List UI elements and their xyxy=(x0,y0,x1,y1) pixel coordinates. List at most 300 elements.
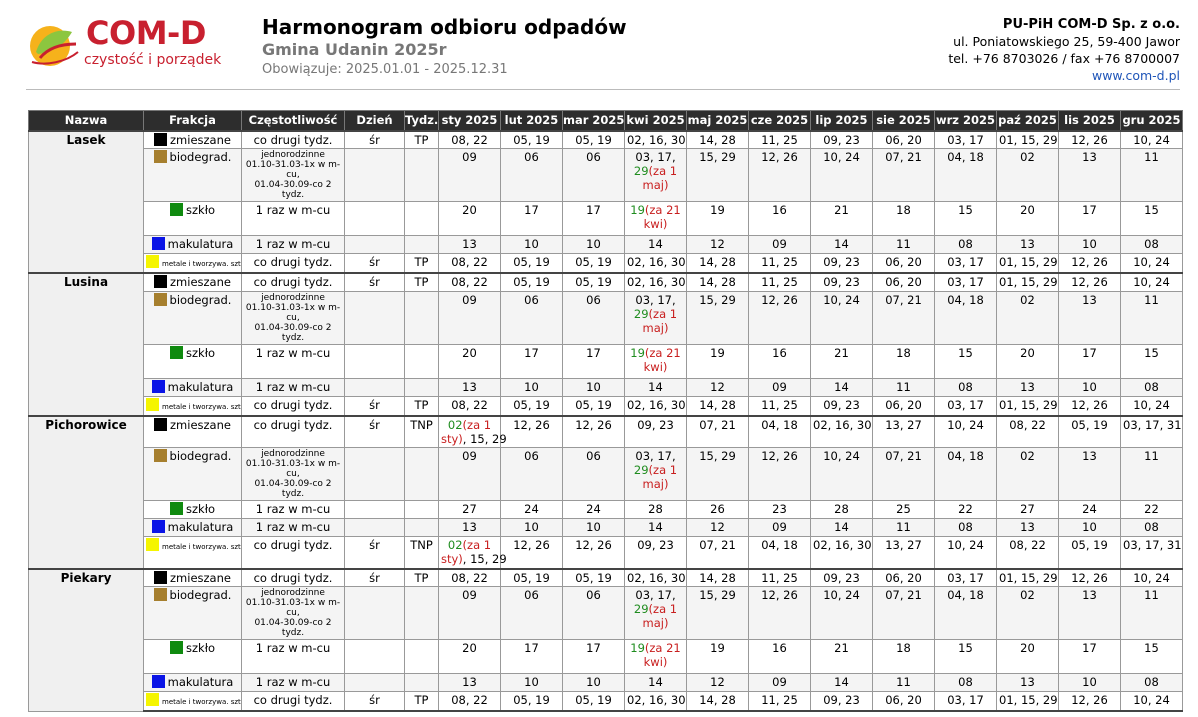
date-cell: 13 xyxy=(1059,587,1121,640)
fraction-label: szkło xyxy=(186,345,215,360)
date-cell: 10 xyxy=(501,519,563,537)
date-cell: 10, 24 xyxy=(935,416,997,448)
frequency-cell: co drugi tydz. xyxy=(242,131,345,149)
fraction-label: metale i tworzywa. szt xyxy=(162,543,241,551)
date-cell: 06 xyxy=(501,149,563,202)
date-cell: 14 xyxy=(811,378,873,396)
date-cell: 02, 16, 30 xyxy=(625,254,687,274)
week-cell xyxy=(405,501,439,519)
date-cell: 20 xyxy=(997,640,1059,674)
date-cell: 10, 24 xyxy=(1121,569,1183,587)
date-cell: 13 xyxy=(1059,291,1121,344)
date-cell: 06 xyxy=(563,291,625,344)
date-cell: 10, 24 xyxy=(1121,692,1183,712)
company-website-link[interactable]: www.com-d.pl xyxy=(1091,68,1180,83)
logo-tagline: czystość i porządek xyxy=(84,52,222,68)
date-cell: 14, 28 xyxy=(687,692,749,712)
date-cell: 16 xyxy=(749,640,811,674)
date-cell: 10, 24 xyxy=(811,448,873,501)
date-cell xyxy=(439,537,507,569)
column-header: maj 2025 xyxy=(687,111,749,131)
date-note-text: (za 1 xyxy=(648,602,678,616)
date-cell: 11 xyxy=(873,236,935,254)
date-cell: 09 xyxy=(439,291,501,344)
fraction-color-swatch xyxy=(170,641,183,654)
date-cell: 13 xyxy=(1059,149,1121,202)
frequency-line: 01.10-31.03-1x w m-cu, xyxy=(245,459,341,479)
date-cell: 02 xyxy=(997,448,1059,501)
fraction-cell xyxy=(144,416,242,448)
table-row xyxy=(29,448,1183,501)
date-cell: 07, 21 xyxy=(873,587,935,640)
day-cell: śr xyxy=(345,416,405,448)
fraction-color-swatch xyxy=(154,293,167,306)
frequency-cell xyxy=(242,149,345,202)
date-cell: 25 xyxy=(873,501,935,519)
date-cell: 14 xyxy=(811,519,873,537)
week-cell xyxy=(405,291,439,344)
date-cell: 05, 19 xyxy=(563,396,625,416)
day-cell xyxy=(345,640,405,674)
fraction-cell xyxy=(144,273,242,291)
date-cell: 07, 21 xyxy=(873,149,935,202)
day-cell xyxy=(345,674,405,692)
date-cell xyxy=(625,448,687,501)
date-note xyxy=(441,431,507,446)
date-cell: 12 xyxy=(687,674,749,692)
date-cell: 11, 25 xyxy=(749,254,811,274)
date-cell: 11 xyxy=(1121,448,1183,501)
date-cell: 13, 27 xyxy=(873,537,935,569)
date-cell: 23 xyxy=(749,501,811,519)
date-cell: 01, 15, 29 xyxy=(997,396,1059,416)
date-cell: 09 xyxy=(749,674,811,692)
column-header: Frakcja xyxy=(144,111,242,131)
fraction-cell xyxy=(144,378,242,396)
date-cell: 18 xyxy=(873,640,935,674)
date-note-text: kwi) xyxy=(643,359,668,374)
date-cell: 03, 17 xyxy=(935,396,997,416)
fraction-label: zmieszane xyxy=(170,132,231,147)
date-cell: 14 xyxy=(625,378,687,396)
date-cell: 14 xyxy=(625,236,687,254)
fraction-color-swatch xyxy=(154,571,167,584)
column-header: Nazwa xyxy=(29,111,144,131)
date-cell: 10, 24 xyxy=(1121,273,1183,291)
column-header: lip 2025 xyxy=(811,111,873,131)
day-cell: śr xyxy=(345,396,405,416)
day-cell xyxy=(345,587,405,640)
day-cell: śr xyxy=(345,537,405,569)
date-cell: 12 xyxy=(687,236,749,254)
frequency-cell: 1 raz w m-cu xyxy=(242,378,345,396)
frequency-line: jednorodzinne xyxy=(261,449,325,459)
date-cell: 11, 25 xyxy=(749,396,811,416)
week-cell xyxy=(405,640,439,674)
column-header: paź 2025 xyxy=(997,111,1059,131)
fraction-label: makulatura xyxy=(167,675,234,689)
date-value: 03, 17, xyxy=(635,588,676,602)
week-cell xyxy=(405,202,439,236)
fraction-color-swatch xyxy=(154,275,167,288)
fraction-color-swatch xyxy=(170,203,183,216)
date-value: 03, 17, xyxy=(635,150,676,164)
date-cell: 09 xyxy=(749,378,811,396)
fraction-label: biodegrad. xyxy=(169,449,232,463)
place-name: Pichorowice xyxy=(29,416,144,569)
fraction-color-swatch xyxy=(154,588,167,601)
date-cell: 09 xyxy=(439,587,501,640)
date-cell: 05, 19 xyxy=(563,131,625,149)
date-cell xyxy=(439,416,507,448)
date-note-text: (za 1 xyxy=(648,463,678,477)
date-cell: 10, 24 xyxy=(811,291,873,344)
fraction-label: biodegrad. xyxy=(169,292,232,307)
date-cell: 10, 24 xyxy=(1121,254,1183,274)
date-cell: 11 xyxy=(1121,587,1183,640)
date-note xyxy=(441,538,498,552)
date-note-value: 29 xyxy=(633,463,649,477)
fraction-color-swatch xyxy=(152,675,165,688)
date-cell: 09, 23 xyxy=(811,692,873,712)
date-note-text: (za 1 xyxy=(462,538,492,552)
frequency-cell xyxy=(242,448,345,501)
fraction-cell xyxy=(144,569,242,587)
date-cell: 16 xyxy=(749,344,811,378)
frequency-cell: co drugi tydz. xyxy=(242,396,345,416)
table-row xyxy=(29,587,1183,640)
frequency-line: 01.04-30.09-co 2 tydz. xyxy=(254,322,332,343)
week-cell xyxy=(405,519,439,537)
date-cell: 04, 18 xyxy=(935,291,997,344)
date-cell: 03, 17 xyxy=(935,131,997,149)
date-cell: 05, 19 xyxy=(1059,537,1121,569)
date-cell: 08 xyxy=(1121,674,1183,692)
date-note xyxy=(627,346,684,360)
fraction-label: metale i tworzywa. szt xyxy=(162,698,241,706)
title-block xyxy=(262,14,702,80)
date-cell: 02, 16, 30 xyxy=(811,416,873,448)
table-row xyxy=(29,537,1183,569)
column-header: lis 2025 xyxy=(1059,111,1121,131)
column-header: cze 2025 xyxy=(749,111,811,131)
column-header: gru 2025 xyxy=(1121,111,1183,131)
week-cell xyxy=(405,344,439,378)
date-cell: 17 xyxy=(501,202,563,236)
date-cell: 09 xyxy=(749,519,811,537)
date-cell xyxy=(625,291,687,344)
date-cell: 03, 17, 31 xyxy=(1121,537,1183,569)
date-cell: 05, 19 xyxy=(501,273,563,291)
day-cell: śr xyxy=(345,569,405,587)
date-cell: 13 xyxy=(439,519,501,537)
date-cell: 17 xyxy=(1059,202,1121,236)
date-cell: 05, 19 xyxy=(1059,416,1121,448)
date-cell: 08 xyxy=(1121,378,1183,396)
week-cell: TP xyxy=(405,569,439,587)
day-cell: śr xyxy=(345,254,405,274)
date-cell: 01, 15, 29 xyxy=(997,273,1059,291)
fraction-label: szkło xyxy=(186,641,215,655)
date-cell: 12 xyxy=(687,519,749,537)
date-note xyxy=(627,203,684,217)
date-cell: 10 xyxy=(563,378,625,396)
fraction-cell xyxy=(144,519,242,537)
frequency-cell: 1 raz w m-cu xyxy=(242,202,345,236)
week-cell: TP xyxy=(405,254,439,274)
date-cell: 01, 15, 29 xyxy=(997,131,1059,149)
column-header: Tydz. xyxy=(405,111,439,131)
date-cell: 03, 17 xyxy=(935,692,997,712)
date-cell: 07, 21 xyxy=(873,291,935,344)
date-cell: 11, 25 xyxy=(749,131,811,149)
column-header: mar 2025 xyxy=(563,111,625,131)
frequency-line: 01.10-31.03-1x w m-cu, xyxy=(245,302,341,323)
date-cell: 05, 19 xyxy=(563,569,625,587)
date-cell: 13, 27 xyxy=(873,416,935,448)
week-cell: TP xyxy=(405,396,439,416)
fraction-cell xyxy=(144,236,242,254)
date-cell: 08, 22 xyxy=(439,273,501,291)
fraction-cell xyxy=(144,344,242,378)
frequency-line: 01.04-30.09-co 2 tydz. xyxy=(254,618,332,638)
frequency-cell: co drugi tydz. xyxy=(242,416,345,448)
date-cell: 27 xyxy=(997,501,1059,519)
date-cell: 09 xyxy=(439,149,501,202)
fraction-label: metale i tworzywa. szt xyxy=(162,260,241,268)
date-cell: 04, 18 xyxy=(935,149,997,202)
date-cell: 02, 16, 30 xyxy=(625,131,687,149)
frequency-line: jednorodzinne xyxy=(261,150,325,160)
date-cell: 09, 23 xyxy=(625,416,687,448)
date-cell: 08 xyxy=(1121,519,1183,537)
date-cell: 17 xyxy=(501,344,563,378)
date-cell xyxy=(625,202,687,236)
frequency-line: 01.04-30.09-co 2 tydz. xyxy=(254,479,332,499)
table-row xyxy=(29,236,1183,254)
fraction-label: szkło xyxy=(186,502,215,516)
column-header: kwi 2025 xyxy=(625,111,687,131)
date-cell: 12, 26 xyxy=(501,537,563,569)
day-cell: śr xyxy=(345,131,405,149)
week-cell: TNP xyxy=(405,416,439,448)
date-cell: 20 xyxy=(439,640,501,674)
date-cell: 17 xyxy=(1059,640,1121,674)
date-cell: 05, 19 xyxy=(501,254,563,274)
date-cell: 09, 23 xyxy=(811,131,873,149)
fraction-color-swatch xyxy=(154,418,167,431)
fraction-label: biodegrad. xyxy=(169,588,232,602)
date-note-text: kwi) xyxy=(643,655,668,669)
date-cell: 05, 19 xyxy=(501,396,563,416)
fraction-color-swatch xyxy=(146,398,159,411)
table-row xyxy=(29,378,1183,396)
date-cell: 06, 20 xyxy=(873,273,935,291)
date-cell: 15 xyxy=(1121,640,1183,674)
date-note xyxy=(627,641,684,655)
date-cell: 15 xyxy=(935,202,997,236)
day-cell xyxy=(345,202,405,236)
validity-period: Obowiązuje: 2025.01.01 - 2025.12.31 xyxy=(262,62,508,77)
date-cell: 12, 26 xyxy=(563,416,625,448)
date-cell: 03, 17 xyxy=(935,273,997,291)
date-note-value: 29 xyxy=(633,306,649,321)
week-cell xyxy=(405,236,439,254)
date-cell: 13 xyxy=(997,519,1059,537)
date-cell: 05, 19 xyxy=(563,254,625,274)
date-cell: 10 xyxy=(501,378,563,396)
date-cell: 14, 28 xyxy=(687,396,749,416)
date-cell: 21 xyxy=(811,640,873,674)
fraction-label: zmieszane xyxy=(170,417,231,432)
fraction-label: zmieszane xyxy=(170,275,231,289)
date-cell: 19 xyxy=(687,202,749,236)
date-note-value: 02 xyxy=(447,538,463,552)
fraction-color-swatch xyxy=(154,150,167,163)
fraction-cell xyxy=(144,640,242,674)
column-header: lut 2025 xyxy=(501,111,563,131)
date-cell: 05, 19 xyxy=(501,692,563,712)
date-cell: 06, 20 xyxy=(873,396,935,416)
date-cell: 11 xyxy=(1121,291,1183,344)
week-cell: TP xyxy=(405,273,439,291)
date-cell: 12, 26 xyxy=(563,537,625,569)
date-note-text: , 15, 29 xyxy=(462,552,507,566)
fraction-label: zmieszane xyxy=(170,570,231,585)
table-row xyxy=(29,501,1183,519)
date-cell: 08 xyxy=(935,378,997,396)
table-row xyxy=(29,202,1183,236)
page-subtitle: Gmina Udanin 2025r xyxy=(262,40,447,59)
date-note-text: maj) xyxy=(642,616,669,630)
date-note xyxy=(627,307,684,321)
date-note-text: (za 21 xyxy=(644,641,681,655)
date-cell: 13 xyxy=(439,674,501,692)
fraction-color-swatch xyxy=(152,380,165,393)
date-note-text: , 15, 29 xyxy=(462,431,507,446)
place-name: Piekary xyxy=(29,569,144,712)
date-cell: 12, 26 xyxy=(749,448,811,501)
fraction-label: makulatura xyxy=(167,520,234,534)
day-cell xyxy=(345,378,405,396)
schedule-table xyxy=(28,110,1183,712)
date-cell: 20 xyxy=(439,344,501,378)
date-cell: 19 xyxy=(687,640,749,674)
frequency-cell: 1 raz w m-cu xyxy=(242,674,345,692)
table-row xyxy=(29,254,1183,274)
date-note-value: 29 xyxy=(633,164,649,178)
date-cell: 21 xyxy=(811,202,873,236)
date-cell: 14, 28 xyxy=(687,131,749,149)
date-note xyxy=(441,418,498,432)
frequency-line: jednorodzinne xyxy=(261,292,325,303)
date-cell: 06 xyxy=(563,448,625,501)
fraction-color-swatch xyxy=(170,346,183,359)
date-note xyxy=(627,164,684,178)
date-cell: 04, 18 xyxy=(749,416,811,448)
date-cell: 06, 20 xyxy=(873,254,935,274)
fraction-cell xyxy=(144,131,242,149)
column-header: Częstotliwość xyxy=(242,111,345,131)
date-cell: 16 xyxy=(749,202,811,236)
date-cell: 15 xyxy=(1121,202,1183,236)
date-cell: 07, 21 xyxy=(687,416,749,448)
fraction-cell xyxy=(144,254,242,274)
column-header: sty 2025 xyxy=(439,111,501,131)
day-cell xyxy=(345,291,405,344)
date-cell: 13 xyxy=(439,378,501,396)
date-cell: 12, 26 xyxy=(1059,131,1121,149)
date-cell: 08, 22 xyxy=(439,692,501,712)
date-cell: 14 xyxy=(625,674,687,692)
frequency-cell: 1 raz w m-cu xyxy=(242,519,345,537)
week-cell: TNP xyxy=(405,537,439,569)
frequency-cell: 1 raz w m-cu xyxy=(242,640,345,674)
company-name: PU-PiH COM-D Sp. z o.o. xyxy=(1002,17,1180,32)
company-address: ul. Poniatowskiego 25, 59-400 Jawor xyxy=(953,34,1180,49)
date-cell: 17 xyxy=(1059,344,1121,378)
date-cell: 18 xyxy=(873,202,935,236)
date-cell: 12, 26 xyxy=(749,291,811,344)
fraction-color-swatch xyxy=(146,538,159,551)
date-cell: 12, 26 xyxy=(1059,692,1121,712)
page-header xyxy=(0,0,1198,92)
date-cell: 10, 24 xyxy=(811,587,873,640)
date-cell: 07, 21 xyxy=(873,448,935,501)
date-cell: 12, 26 xyxy=(1059,254,1121,274)
date-cell: 17 xyxy=(563,202,625,236)
date-cell: 17 xyxy=(563,344,625,378)
date-cell: 27 xyxy=(439,501,501,519)
date-cell: 01, 15, 29 xyxy=(997,692,1059,712)
fraction-label: makulatura xyxy=(167,379,234,394)
table-row xyxy=(29,149,1183,202)
fraction-color-swatch xyxy=(154,449,167,462)
date-cell: 01, 15, 29 xyxy=(997,254,1059,274)
date-cell: 09, 23 xyxy=(811,254,873,274)
frequency-cell: co drugi tydz. xyxy=(242,537,345,569)
date-note-text: (za 21 xyxy=(644,345,681,360)
company-logo xyxy=(26,14,236,74)
header-divider xyxy=(26,89,1180,90)
date-cell: 01, 15, 29 xyxy=(997,569,1059,587)
table-row xyxy=(29,416,1183,448)
date-cell: 15, 29 xyxy=(687,587,749,640)
date-cell: 22 xyxy=(935,501,997,519)
date-cell: 14, 28 xyxy=(687,569,749,587)
date-note xyxy=(441,552,507,566)
date-cell: 03, 17 xyxy=(935,254,997,274)
frequency-cell xyxy=(242,587,345,640)
date-cell: 19 xyxy=(687,344,749,378)
date-cell: 10 xyxy=(1059,674,1121,692)
date-cell: 08, 22 xyxy=(439,131,501,149)
date-cell: 15 xyxy=(935,344,997,378)
table-row xyxy=(29,131,1183,149)
fraction-cell xyxy=(144,396,242,416)
date-cell: 06, 20 xyxy=(873,131,935,149)
date-cell: 08, 22 xyxy=(439,569,501,587)
frequency-cell: co drugi tydz. xyxy=(242,569,345,587)
date-cell: 15 xyxy=(935,640,997,674)
week-cell xyxy=(405,378,439,396)
date-cell: 15, 29 xyxy=(687,149,749,202)
date-cell: 20 xyxy=(439,202,501,236)
table-row xyxy=(29,674,1183,692)
date-cell: 10 xyxy=(1059,519,1121,537)
date-cell: 12, 26 xyxy=(1059,396,1121,416)
fraction-color-swatch xyxy=(170,502,183,515)
